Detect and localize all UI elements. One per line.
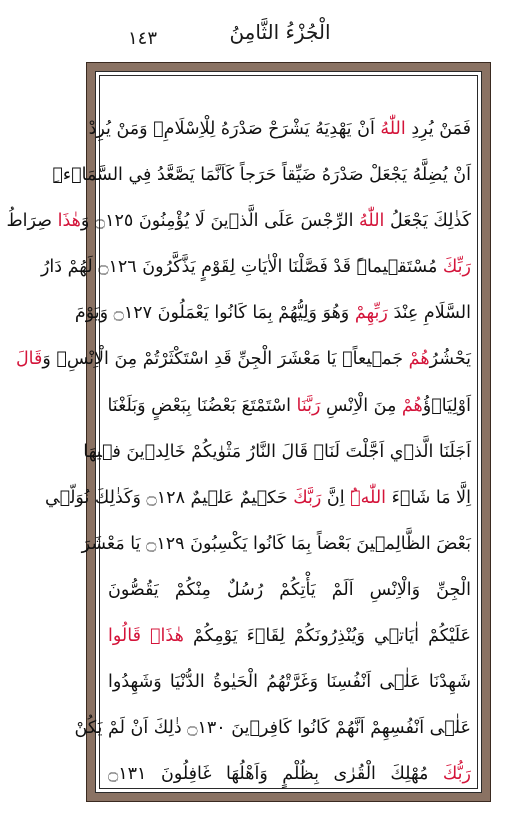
verse-text: اسْتَمْتَعَ بَعْضُنَا بِبَعْضٍ وَبَلَغْنَا — [107, 395, 297, 416]
verse-text: عَلَيْكُمْ اٰيَاتٖي وَيُنْذِرُونَكُمْ لِقَاۤءَ يَوْمِكُمْ — [183, 626, 471, 647]
verse-line — [88, 106, 471, 152]
divine-name-text: رَبِّهِمْ — [354, 303, 388, 324]
verse-text: حَكٖيمٌ عَلٖيمٌ ۝١٢٨ وَكَذٰلِكَ نُوَلّٖي — [45, 487, 294, 508]
page-number: ١٤٣ — [128, 28, 158, 49]
verse-line — [6, 198, 471, 244]
verse-line — [74, 290, 471, 336]
verse-line — [81, 521, 471, 567]
verse-text: اِلَّا مَا شَاۤءَ — [386, 487, 471, 508]
verse-text: مِنَ الْاِنْسِ — [320, 395, 402, 416]
divine-name-text: رَبَّنَا — [296, 395, 321, 416]
verse-text: مُسْتَقٖيماًۜ قَدْ فَصَّلْنَا الْاٰيَاتِ لِقَوْمٍ يَذَّكَّرُونَ ۝١٢٦ لَهُمْ دَارُ — [40, 257, 443, 278]
divine-name-text: اللّٰهُ — [359, 211, 385, 232]
verse-text-area — [6, 106, 471, 797]
verse-line — [108, 613, 471, 659]
text-panel — [6, 71, 482, 793]
verse-text: الرِّجْسَ عَلَى الَّذٖينَ لَا يُؤْمِنُونَ ۝١٢٥ وَ — [80, 211, 360, 232]
verse-text: السَّلَامِ عِنْدَ — [387, 303, 471, 324]
page-header — [0, 0, 518, 62]
verse-line — [40, 244, 471, 290]
verse-line — [108, 751, 471, 797]
divine-name-text: رَبَّكَ — [293, 487, 322, 508]
verse-text: الْجِنِّ وَالْاِنْسِ اَلَمْ يَأْتِكُمْ رُسُلٌ مِنْكُمْ يَقُصُّونَ — [108, 579, 471, 600]
verse-line — [45, 475, 471, 521]
divine-name-text: هٰذَاۜ قَالُوا — [108, 626, 184, 647]
verse-text: جَمٖيعاًۚ يَا مَعْشَرَ الْجِنِّ قَدِ اسْتَكْثَرْتُمْ مِنَ الْاِنْسِۚ وَ — [42, 349, 409, 370]
verse-text: اَجَلَنَا الَّذٖي اَجَّلْتَ لَنَاۜ قَالَ النَّارُ مَثْوٰيكُمْ خَالِدٖينَ فٖيهَا — [83, 441, 471, 462]
verse-text: عَلٰۤى اَنْفُسِهِمْ اَنَّهُمْ كَانُوا كَافِرٖينَ ۝١٣٠ ذٰلِكَ اَنْ لَمْ يَكُنْ — [74, 718, 471, 739]
verse-text: يَحْشُرُ — [429, 349, 471, 370]
divine-name-text: رَبُّكَ — [442, 764, 471, 785]
page-frame — [6, 62, 491, 802]
divine-name-text: قَالَ — [15, 349, 43, 370]
verse-text: صِرَاطُ — [6, 211, 58, 232]
juz-title: الْجُزْءُ الثَّامِنُ — [229, 20, 331, 44]
verse-text: اَوْلِيَاۤؤُ — [422, 395, 471, 416]
verse-line — [52, 152, 471, 198]
verse-line — [108, 659, 471, 705]
divine-name-text: رَبِّكَ — [442, 257, 471, 278]
verse-line — [83, 429, 471, 475]
verse-text: مُهْلِكَ الْقُرٰى بِظُلْمٍ وَاَهْلُهَا غَافِلُونَ ۝١٣١ — [108, 764, 443, 785]
verse-text: فَمَنْ يُرِدِ — [405, 119, 471, 139]
verse-line — [108, 383, 471, 429]
verse-text: اِنَّ — [321, 487, 351, 508]
divine-name-text: اللّٰهُۜ — [350, 487, 387, 508]
verse-line — [15, 336, 471, 382]
divine-name-text: هُمْ — [401, 395, 423, 416]
divine-name-text: اللّٰهُ — [380, 119, 406, 139]
verse-text: اَنْ يُضِلَّهُ يَجْعَلْ صَدْرَهُ ضَيِّقاً حَرَجاً كَاَنَّمَا يَصَّعَّدُ فِي السَّمَاۤءِۜ — [52, 165, 471, 186]
verse-text: شَهِدْنَا عَلٰۤى اَنْفُسِنَا وَغَرَّتْهُمُ الْحَيٰوةُ الدُّنْيَا وَشَهِدُوا — [108, 672, 471, 693]
divine-name-text: هُمْ — [408, 349, 430, 370]
verse-line — [74, 705, 471, 751]
verse-text: اَنْ يَهْدِيَهُ يَشْرَحْ صَدْرَهُ لِلْاِسْلَامِۚ وَمَنْ يُرِدْ — [88, 119, 381, 139]
verse-text: كَذٰلِكَ يَجْعَلُ — [384, 211, 471, 232]
divine-name-text: هٰذَا — [57, 211, 81, 232]
verse-text: بَعْضَ الظَّالِمٖينَ بَعْضاً بِمَا كَانُوا يَكْسِبُونَ ۝١٢٩ يَا مَعْشَرَ — [81, 533, 471, 554]
verse-line — [108, 567, 471, 613]
verse-text: وَهُوَ وَلِيُّهُمْ بِمَا كَانُوا يَعْمَلُونَ ۝١٢٧ وَيَوْمَ — [74, 303, 355, 324]
